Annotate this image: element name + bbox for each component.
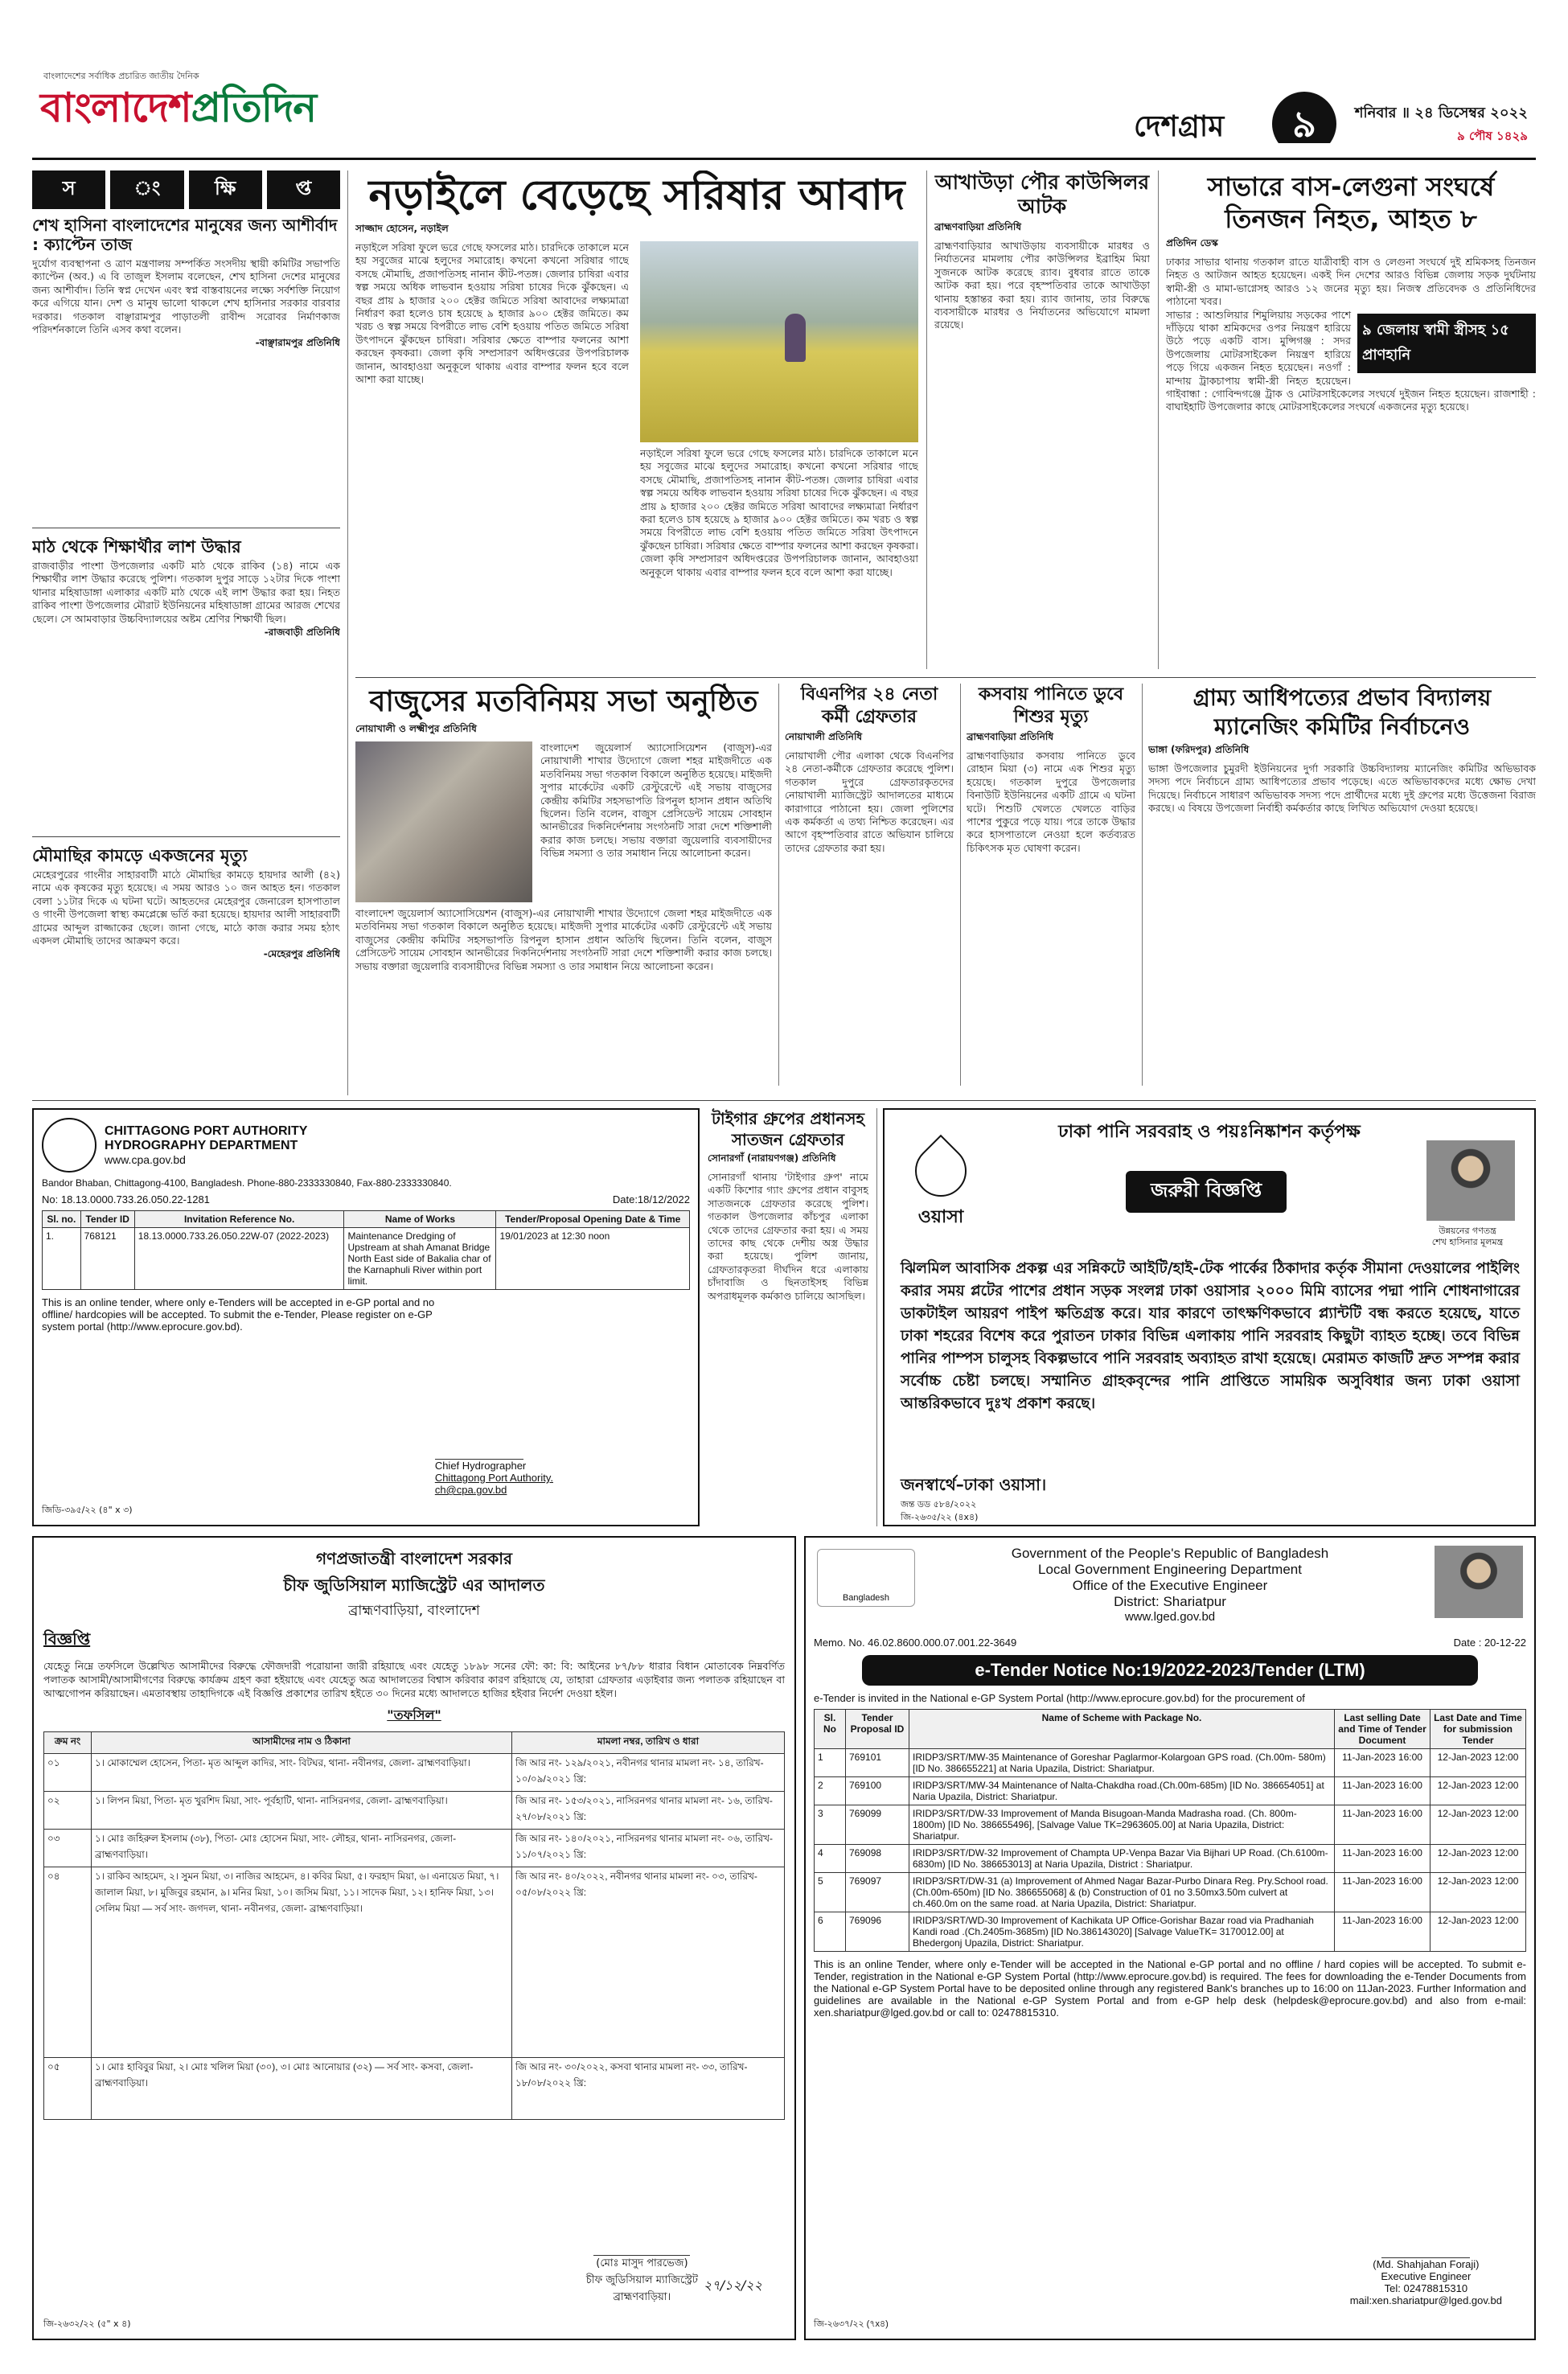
paper-name-part-2: প্রতিদিন [191,84,317,131]
table-row [815,1777,1526,1805]
councillor-story [934,170,1150,669]
td-serial: ০৫ [44,2058,92,2120]
sidebar-briefs [32,170,340,1095]
td-case: জি আর নং- ১৪০/২০২১, নাসিরনগর থানার মামলা নং- ০৬, তারিখ- ১১/০৭/২০২১ খ্রি: [512,1830,785,1867]
td-selling: 11-Jan-2023 16:00 [1335,1805,1430,1845]
td-sl: 1. [43,1228,81,1290]
wasa-footer: জনস্বার্থে–ঢাকা ওয়াসা। [901,1475,1047,1494]
td-case: জি আর নং- ১৫৩/২০২১, নাসিরনগর থানার মামলা নং- ১৬, তারিখ- ২৭/০৮/২০২১ খ্রি: [512,1792,785,1830]
lged-tender-table [814,1709,1526,1952]
th-submission: Last Date and Time for submission Tender [1430,1710,1526,1749]
briefs-letter: স [32,170,105,209]
lged-memo: Memo. No. 46.02.8600.000.07.001.22-3649 [814,1637,1017,1649]
cpa-web[interactable]: www.cpa.gov.bd [105,1153,186,1166]
bajus-body: বাংলাদেশ জুয়েলার্স অ্যাসোসিয়েশন (বাজুস)-এর নোয়াখালী শাখার উদ্যোগে জেলা শহর মাইজদীতে এক মতবিনিময় সভা গতকাল বিকালে অনুষ্ঠিত হয়েছে। মাইজদী সুপার মার্কেটের একটি রেস্টুরেন্টে এই সভায় বাজুসের কেন্দ্রীয় কমিটির সহসভাপতি রিপনুল হাসান প্রধান অতিথি ছিলেন। তিনি বলেন, বাজুস প্রেসিডেন্ট সায়েম সোবহান আনভীরের দিকনির্দেশনায় সংগঠনটি সারা দেশে শক্তিশালী করার কাজ চলছে। সভায় বক্তারা জুয়েলারি ব্যবসায়ীদের বিভিন্ন সমস্যা ও তার সমাধান নিয়ে আলোচনা করেন। [540,741,772,860]
lged-tender-ad [804,1536,1536,2340]
cpa-signer-org: Chittagong Port Authority. [434,1472,553,1484]
masthead [32,47,1536,143]
brief-credit: -রাজবাড়ী প্রতিনিধি [264,626,340,639]
td-opening: 19/01/2023 at 12:30 noon [496,1228,690,1290]
tiger-headline: টাইগার গ্রুপের প্রধানসহ সাতজন গ্রেফতার [712,1109,864,1149]
td-submission: 12-Jan-2023 12:00 [1430,1805,1526,1845]
table-row [815,1845,1526,1873]
councillor-headline: আখাউড়া পৌর কাউন্সিলর আটক [934,170,1150,218]
lged-line-2: Local Government Engineering Department [1038,1562,1302,1577]
jubilee-logo-text: Bangladesh [842,1593,890,1603]
td-works: Maintenance Dredging of Upstream at shah Amanat Bridge North East side of Bakalia char of the Karnaphuli River within port limit. [344,1228,496,1290]
savar-inset-box: ৯ জেলায় স্বামী স্ত্রীসহ ১৫ প্রাণহানি [1357,314,1536,373]
td-reference: 18.13.0000.733.26.050.22W-07 (2022-2023) [134,1228,344,1290]
kasba-headline: কসবায় পানিতে ডুবে শিশুর মৃত্যু [978,684,1124,727]
tiger-body: সোনারগাঁ থানায় 'টাইগার গ্রুপ' নামে একটি কিশোর গ্যাং গ্রুপের প্রধান বাবুসহ সাতজনকে গ্রেফতার করেছে পুলিশ। গতকাল উপজেলার কাঁচপুর এলাকা থেকে তাদের গ্রেফতার করা হয়। এ সময় তাদের কাছ থেকে দেশীয় অস্ত্র উদ্ধার করা হয়েছে। পুলিশ জানায়, গ্রেফতারকৃতরা দীর্ঘদিন ধরে এলাকায় চাঁদাবাজি ও ছিনতাইসহ বিভিন্ন অপরাধমূলক কর্মকাণ্ড চালিয়ে আসছিল। [708,1171,868,1302]
court-ad-code: জি-২৬৩২/২২ (৫" x ৪) [43,2319,131,2329]
td-proposal-id: 769099 [846,1805,909,1845]
date-line-bangla: ৯ পৌষ ১৪২৯ [1457,129,1528,143]
kasba-body: ব্রাহ্মণবাড়িয়ার কসবায় পানিতে ডুবে রোহান মিয়া (৩) নামে এক শিশুর মৃত্যু হয়েছে। গতকাল দুপুরে উপজেলার বিনাউটি ইউনিয়নের একটি গ্রামে এ ঘটনা ঘটে। শিশুটি খেলতে খেলতে বাড়ির পাশের পুকুরে পড়ে যায়। পরে তাকে উদ্ধার করে হাসপাতালে নেওয়া হলে কর্তব্যরত চিকিৎসক মৃত ঘোষণা করেন। [967,750,1135,854]
td-accused: ১। লিপন মিয়া, পিতা- মৃত খুরশিদ মিয়া, সাং- পূর্বহাটি, থানা- নাসিরনগর, জেলা- ব্রাহ্মণবাড়িয়া। [92,1792,512,1830]
cpa-tender-table [42,1210,690,1290]
water-drop-icon [905,1135,978,1208]
td-scheme: IRIDP3/SRT/DW-31 (a) Improvement of Ahmed Nagar Bazar-Purbo Dinara Reg. Pry.School road.(Ch.00m-650m) [ID No. 386655068] & (b) Construction of 01 no 3.50mx3.50m culvert at ch.460.0m on the same road. at Naria Upazila, District: Shariatpur. [909,1873,1335,1912]
td-serial: ০১ [44,1754,92,1792]
th-opening: Tender/Proposal Opening Date & Time [496,1211,690,1228]
lged-line-1: Government of the People's Republic of Bangladesh [1011,1546,1329,1561]
pm-portrait [1426,1140,1515,1221]
brief-title: শেখ হাসিনা বাংলাদেশের মানুষের জন্য আশীর্বাদ : ক্যাপ্টেন তাজ [32,216,338,254]
wasa-org-title: ঢাকা পানি সরবরাহ ও পয়ঃনিষ্কাশন কর্তৃপক্ষ [1058,1122,1361,1142]
brief-body: মেহেরপুরের গাংনীর সাহারবাটী মাঠে মৌমাছির কামড়ে হায়দার আলী (৪২) নামে এক কৃষকের মৃত্যু হয়েছে। এ সময় আরও ১০ জন আহত হন। গতকাল বেলা ১১টার দিকে এ ঘটনা ঘটে। আহতদের মেহেরপুর জেনারেল হাসপাতাল ও গাংনী উপজেলা স্বাস্থ্য কমপ্লেক্সে ভর্তি করা হয়েছে। হায়দার আলী সাহারবাটী গ্রামের আব্দুল রাজ্জাকের ছেলে। জানা গেছে, মাঠে কাজ করার সময় হঠাৎ একদল মৌমাছি তাদের আক্রমণ করে। [32,869,340,947]
th-works: Name of Works [344,1211,496,1228]
lged-web[interactable]: www.lged.gov.bd [1124,1610,1216,1624]
td-scheme: IRIDP3/SRT/DW-33 Improvement of Manda Bisugoan-Manda Madrasha road. (Ch. 800m- 1800m) [ID No. 386655496], [Salvage Value TK=2963605.00] at Naria Upazila, District: Shariatpur. [909,1805,1335,1845]
brief-title: মাঠ থেকে শিক্ষার্থীর লাশ উদ্ধার [32,537,241,557]
th-serial: ক্রম নং [44,1732,92,1754]
td-submission: 12-Jan-2023 12:00 [1430,1749,1526,1777]
savar-body-2: সাভার : আশুলিয়ার শিমুলিয়ায় সড়কের পাশে দাঁড়িয়ে থাকা শ্রমিকদের ওপর নিয়ন্ত্রণ হারিয়ে উঠে পড়ে একটি বাস। মুন্সিগঞ্জ : সদর উপজেলায় মোটরসাইকেল নিয়ন্ত্রণ হারিয়ে পড়ে গিয়ে একজন নিহত হয়েছেন। নওগাঁ : মান্দায় ট্রাকচাপায় স্বামী-স্ত্রী নিহত হয়েছেন। গাইবান্ধা : গোবিন্দগঞ্জে ট্রাক ও মোটরসাইকেলের সংঘর্ষে দুইজন নিহত হয়েছেন। রাজশাহী : বাঘাইহাটি উপজেলার কাছে মোটরসাইকেলের সংঘর্ষে একজনের মৃত্যু হয়েছে। [1166,308,1536,413]
lged-intro: e-Tender is invited in the National e-GP System Portal (http://www.eprocure.gov.bd) for the procurement of [814,1692,1305,1704]
table-header-row [815,1710,1526,1749]
td-sl: 5 [815,1873,846,1912]
td-selling: 11-Jan-2023 16:00 [1335,1873,1430,1912]
th-sl: Sl. no. [43,1211,81,1228]
kasba-drowning-story [967,684,1135,1086]
signature-scribble [435,1440,523,1460]
lged-date: Date : 20-12-22 [1453,1637,1526,1649]
td-serial: ০৩ [44,1830,92,1867]
td-proposal-id: 769101 [846,1749,909,1777]
date-line: শনিবার ॥ ২৪ ডিসেম্বর ২০২২ [1354,105,1528,121]
table-row [815,1912,1526,1952]
brief-item [32,216,340,529]
bnp-arrest-story [785,684,954,1086]
td-serial: ০২ [44,1792,92,1830]
td-case: জি আর নং- ৪০/২০২২, নবীনগর থানার মামলা নং- ০৩, তারিখ- ০৫/০৮/২০২২ খ্রি: [512,1867,785,2058]
court-signer-title: চীফ জুডিসিয়াল ম্যাজিস্ট্রেট [585,2274,698,2286]
tiger-byline: সোনারগাঁ (নারায়ণগঞ্জ) প্রতিনিধি [708,1152,836,1164]
th-case: মামলা নম্বর, তারিখ ও ধারা [512,1732,785,1754]
table-row [44,1754,785,1792]
td-submission: 12-Jan-2023 12:00 [1430,1777,1526,1805]
briefs-letter: ং [110,170,183,209]
th-reference: Invitation Reference No. [134,1211,344,1228]
th-accused: আসামীদের নাম ও ঠিকানা [92,1732,512,1754]
td-sl: 2 [815,1777,846,1805]
cpa-dept: HYDROGRAPHY DEPARTMENT [105,1139,298,1152]
tiger-group-story [708,1108,868,1526]
td-scheme: IRIDP3/SRT/MW-34 Maintenance of Nalta-Chakdha road.(Ch.00m-685m) [ID No. 386654051] at Naria Upazila, District: Shariatpur. [909,1777,1335,1805]
table-row [44,1830,785,1867]
table-header-row [44,1732,785,1754]
th-selling: Last selling Date and Time of Tender Document [1335,1710,1430,1749]
td-proposal-id: 769100 [846,1777,909,1805]
table-row [44,1867,785,2058]
td-submission: 12-Jan-2023 12:00 [1430,1845,1526,1873]
wasa-code-1: জন্ত ডড ৫৮৪/২০২২ [901,1499,977,1509]
th-sl: Sl. No [815,1710,846,1749]
court-sign-date: ২৭/১২/২২ [703,2277,762,2293]
brief-body: দুর্যোগ ব্যবস্থাপনা ও ত্রাণ মন্ত্রণালয় সম্পর্কিত সংসদীয় স্থায়ী কমিটির সভাপতি ক্যাপ্টেন (অব.) এ বি তাজুল ইসলাম বলেছেন, শেখ হাসিনা দেশের মানুষের জন্য আশীর্বাদ। তিনি স্বপ্ন দেখেন এবং স্বপ্ন বাস্তবায়নের লক্ষ্যে সর্বশক্তি নিয়োগ করে এগিয়ে যান। দেশ ও মানুষ ভালো থাকলে শেখ হাসিনার সরকার বারবার দরকার। গতকাল বাঞ্ছারামপুর পাড়াতলী রাবীন্দ সরোবর নির্মাণকাজ পরিদর্শনকালে তিনি এসব কথা বলেন। [32,257,340,336]
th-tender-id: Tender ID [80,1211,134,1228]
bajus-body-cont: বাংলাদেশ জুয়েলার্স অ্যাসোসিয়েশন (বাজুস)-এর নোয়াখালী শাখার উদ্যোগে জেলা শহর মাইজদীতে এক মতবিনিময় সভা গতকাল বিকালে অনুষ্ঠিত হয়েছে। মাইজদী সুপার মার্কেটের একটি রেস্টুরেন্টে এই সভায় বাজুসের কেন্দ্রীয় কমিটির সহসভাপতি রিপনুল হাসান প্রধান অতিথি ছিলেন। তিনি বলেন, বাজুস প্রেসিডেন্ট সায়েম সোবহান আনভীরের দিকনির্দেশনায় সংগঠনটি সারা দেশে শক্তিশালী করার কাজ চলছে। সভায় বক্তারা জুয়েলারি ব্যবসায়ীদের বিভিন্ন সমস্যা ও তার সমাধান নিয়ে আলোচনা করেন। [355,907,772,972]
td-serial: ০৪ [44,1867,92,2058]
td-accused: ১। মোঃ হাবিবুর মিয়া, ২। মোঃ খলিল মিয়া (৩০), ৩। মোঃ আনোয়ার (৩২) — সর্ব সাং- কসবা, জেলা- ব্রাহ্মণবাড়িয়া। [92,2058,512,2120]
councillor-byline: ব্রাহ্মণবাড়িয়া প্রতিনিধি [934,221,1022,232]
td-submission: 12-Jan-2023 12:00 [1430,1873,1526,1912]
table-row [43,1228,690,1290]
wasa-logo [901,1142,981,1230]
cpa-date: Date:18/12/2022 [612,1193,690,1205]
page-number-circle [1272,92,1336,143]
pm-portrait [1435,1546,1523,1618]
td-case: জি আর নং- ৩০/২০২২, কসবা থানার মামলা নং- ৩৩, তারিখ- ১৮/০৮/২০২২ খ্রি: [512,2058,785,2120]
cpa-org: CHITTAGONG PORT AUTHORITY [105,1124,308,1138]
paper-logo [40,84,316,132]
cpa-memo: No: 18.13.0000.733.26.050.22-1281 [42,1193,210,1205]
td-proposal-id: 769097 [846,1873,909,1912]
cpa-note: This is an online tender, where only e-Tenders will be accepted in e-GP portal and no offline/ hardcopies will be accepted. To submit the e-Tender, Please register on e-GP system portal (http://www.eprocure.gov.bd). [42,1296,435,1333]
lead-headline: নড়াইলে বেড়েছে সরিষার আবাদ [368,171,905,220]
briefs-letter: প্ত [267,170,340,209]
table-row [815,1873,1526,1912]
td-selling: 11-Jan-2023 16:00 [1335,1912,1430,1952]
court-tafsil: "তফসিল" [387,1707,441,1723]
td-sl: 4 [815,1845,846,1873]
briefs-letter: ক্ষি [189,170,262,209]
court-warrant-ad [32,1536,796,2340]
court-intro: যেহেতু নিম্নে তফসিলে উল্লেখিত আসামীদের বিরুদ্ধে ফৌজদারী পরোয়ানা জারী রহিয়াছে এবং যেহেতু ১৮৯৮ সনের ফৌ: কা: বি: আইনের ৮৭/৮৮ ধারার বিধান মোতাবেক নিম্নবর্ণিত পলাতক আসামী/আসামীগণের বিরুদ্ধে কার্যক্রম গ্রহণ করা হইয়াছে এবং যেহেতু অত্র আদালতের বিশ্বাস করিবার কারণ রহিয়াছে যে, তাহারা গ্রেফতার এড়াইবার জন্য পলাতক রহিয়াছেন বা আত্মগোপন করিয়াছেন। এমতাবস্থায় তাহাদিগকে এই বিজ্ঞপ্তি প্রকাশের তারিখ হইতে ৩০ দিনের মধ্যে আদালতে হাজির হইবার নির্দেশ দেওয়া হইল। [43,1660,785,1699]
th-proposal-id: Tender Proposal ID [846,1710,909,1749]
bajus-headline: বাজুসের মতবিনিময় সভা অনুষ্ঠিত [369,685,758,718]
td-sl: 3 [815,1805,846,1845]
table-row [815,1749,1526,1777]
mustard-field-photo [640,241,918,442]
td-selling: 11-Jan-2023 16:00 [1335,1845,1430,1873]
lead-story [355,170,918,669]
lged-notice-banner: e-Tender Notice No:19/2022-2023/Tender (LTM) [862,1655,1478,1686]
td-accused: ১। মোকাম্মেল হোসেন, পিতা- মৃত আব্দুল কাদির, সাং- বিটঘর, থানা- নবীনগর, জেলা- ব্রাহ্মণবাড়িয়া। [92,1754,512,1792]
school-committee-story [1148,684,1536,1086]
savar-byline: প্রতিদিন ডেস্ক [1166,237,1218,248]
wasa-code-2: জি-২৬৩৫/২২ (৪x৪) [901,1512,979,1522]
td-scheme: IRIDP3/SRT/MW-35 Maintenance of Goreshar Paglarmor-Kolargoan GPS road. (Ch.00m- 580m) [ID No. 386655221] at Naria Upazila, District: Shariatpur. [909,1749,1335,1777]
pm-caption-2: শেখ হাসিনার মূলমন্ত্র [1431,1237,1504,1247]
brief-credit: -বাঞ্ছারামপুর প্রতিনিধি [255,337,340,349]
bajus-meeting-photo [355,741,532,902]
brief-body: রাজবাড়ীর পাংশা উপজেলার একটি মাঠ থেকে রাকিব (১৪) নামে এক শিক্ষার্থীর লাশ উদ্ধার করেছে পুলিশ। গতকাল দুপুর সাড়ে ১২টার দিকে পাংশা থানার মহিষাডাঙ্গা এলাকার একটি মাঠ থেকে এই লাশ উদ্ধার করা হয়। নিহত রাকিব পাংশা উপজেলার মৌরাট ইউনিয়নের মহিষাডাঙ্গা গ্রামের আরজ শেখের ছেলে। সে আমবাড়ার উচ্চবিদ্যালয়ের অষ্টম শ্রেণির শিক্ষার্থী ছিল। [32,560,340,625]
td-proposal-id: 769098 [846,1845,909,1873]
signature-scribble [1381,2238,1470,2258]
cpa-ad-code: জিডি-৩৯৫/২২ (৪" x ৩) [42,1505,133,1515]
paper-name-part-1: বাংলাদেশ [40,84,191,131]
court-title: বিজ্ঞপ্তি [43,1629,91,1649]
lged-note: This is an online Tender, where only e-Tender will be accepted in the National e-GP portal and no offline / hard copies will be accepted. To submit e-Tender, registration in the National e-GP System Portal (http://www.eprocure.gov.bd) is required. The fees for downloading the e-Tender Documents from the National e-GP System Portal have to be deposited online through any registered Bank's branches up to 16:00 on 11Jan-2023. Further Information and guidelines are available in the National e-GP System Portal and from e-GP help desk (helpdesk@eprocure.gov.bd) and also from e-mail: xen.shariatpur@lged.gov.bd or call to: 02478815310. [814,1958,1526,2019]
table-row [44,2058,785,2120]
td-case: জি আর নং- ১২৯/২০২১, নবীনগর থানার মামলা নং- ১৪, তারিখ- ১০/০৯/২০২১ খ্রি: [512,1754,785,1792]
bajus-byline: নোয়াখালী ও লক্ষ্মীপুর প্রতিনিধি [355,723,477,734]
court-signer-place: ব্রাহ্মণবাড়িয়া। [613,2291,671,2303]
bnp-headline: বিএনপির ২৪ নেতা কর্মী গ্রেফতার [800,684,938,727]
cpa-address: Bandor Bhaban, Chittagong-4100, Bangladesh. Phone-880-2333330840, Fax-880-2333330840. [42,1177,452,1189]
field-figure [785,314,806,362]
lead-body-col-1: নড়াইলে সরিষা ফুলে ভরে গেছে ফসলের মাঠ। চারদিকে তাকালে মনে হয় সবুজের মাঝে হলুদের সমারোহ। কখনো কখনো সরিষার গাছে বসছে মৌমাছি, প্রজাপতিসহ নানান কীট-পতঙ্গ। জেলার চাষিরা এবার স্বল্প সময়ে অধিক লাভবান হওয়ায় সরিষা চাষের দিকে ঝুঁকছেন। এ বছর প্রায় ৯ হাজার ২০০ হেক্টর জমিতে সরিষা আবাদের লক্ষ্যমাত্রা নির্ধারণ করা হলেও চাষ হয়েছে ৯ হাজার ৯০০ হেক্টর জমিতে। কম খরচ ও স্বল্প সময়ে বিপরীতে লাভ বেশি হওয়ায় পতিত জমিতে সরিষা উৎপাদনে ঝুঁকছেন চাষিরা। সরিষার ক্ষেতে বাম্পার ফলনের আশা করছেন কৃষকরা। জেলা কৃষি সম্প্রসারণ অধিদপ্তরের উপপরিচালক জানান, আবহাওয়া অনুকূলে থাকায় এবার বাম্পার ফলন হবে বলে আশা করা যাচ্ছে। [355,241,629,386]
brief-credit: -মেহেরপুর প্রতিনিধি [263,948,340,960]
brief-item [32,537,340,827]
wasa-body: ঝিলমিল আবাসিক প্রকল্প এর সন্নিকটে আইটি/হাই-টেক পার্কের ঠিকাদার কর্তৃক সীমানা দেওয়ালের পাইলিং করার সময় প্লটের পাশের প্রধান সড়ক সংলগ্ন ঢাকা ওয়াসার ২০০০ মিমি ব্যাসের পদ্মা পানি শোধনাগারের ডাকটাইল আয়রণ পাইপ ক্ষতিগ্রস্ত করে। যার কারণে তাৎক্ষণিকভাবে প্ল্যান্টটি বন্ধ করতে হয়েছে, যাতে ঢাকা শহরের বিশেষ করে পুরাতন ঢাকার বিভিন্ন এলাকায় পানি সরবরাহ কিছুটা ব্যাহত হচ্ছে। তবে বিভিন্ন পানির পাম্পস চালুসহ বিকল্পভাবে পানি সরবরাহ অব্যাহত রাখা হয়েছে। মেরামত কাজটি দ্রুত সম্পন্ন করার সর্বোচ্চ চেষ্টা চলছে। সম্মানিত গ্রাহকবৃন্দের পানি প্রাপ্তিতে সাময়িক অসুবিধার জন্য ঢাকা ওয়াসা আন্তরিকভাবে দুঃখ প্রকাশ করছে। [901,1260,1520,1412]
kasba-byline: ব্রাহ্মণবাড়িয়া প্রতিনিধি [967,731,1054,742]
school-body: ভাঙ্গা উপজেলার চুমুরদী ইউনিয়নের দুর্গা সরকারি উচ্চবিদ্যালয় ম্যানেজিং কমিটির অভিভাবক সদস্য পদে নির্বাচনে গ্রাম্য আধিপত্যের প্রভাব পড়েছে। এতে অভিভাবকদের মধ্যে ক্ষোভ দেখা দিয়েছে। নির্বাচনে সাধারণ অভিভাবক সদস্য পদে প্রার্থীদের মধ্যে দুই গ্রুপের মধ্যে উত্তেজনা বিরাজ করছে। এ বিষয়ে উপজেলা নির্বাহী কর্মকর্তার কাছে লিখিত অভিযোগ দেওয়া হয়েছে। [1148,762,1536,815]
lged-line-4: District: Shariatpur [1114,1594,1226,1609]
td-selling: 11-Jan-2023 16:00 [1335,1749,1430,1777]
lged-line-3: Office of the Executive Engineer [1072,1578,1268,1593]
cpa-signer-email[interactable]: ch@cpa.gov.bd [434,1484,507,1496]
table-header-row [43,1211,690,1228]
court-signer-name: (মোঃ মাসুদ পারভেজ) [596,2257,688,2269]
bnp-byline: নোয়াখালী প্রতিনিধি [785,731,863,742]
table-row [815,1805,1526,1845]
brief-item [32,846,340,1091]
pm-caption-1: উন্নয়নের গণতন্ত্র [1439,1226,1496,1236]
lged-signer-title: Executive Engineer [1381,2270,1472,2282]
cpa-signer-title: Chief Hydrographer [434,1460,527,1472]
td-tender-id: 768121 [80,1228,134,1290]
brief-title: মৌমাছির কামড়ে একজনের মৃত্যু [32,846,248,865]
court-accused-table [43,1731,785,2120]
cpa-logo-icon [42,1118,96,1173]
cpa-tender-ad [32,1108,700,1526]
lged-ad-code: জি-২৬৩৭/২২ (৭x৪) [814,2319,889,2329]
tagline: বাংলাদেশের সর্বাধিক প্রচারিত জাতীয় দৈনিক [43,71,199,81]
councillor-body: ব্রাহ্মণবাড়িয়ার আখাউড়ায় ব্যবসায়ীকে মারধর ও নির্যাতনের মামলায় পৌর কাউন্সিলর ইব্রাহিম মিয়া সুজনকে আটক করেছে র‌্যাব। বুধবার রাতে তাকে আটক করা হয়। পরে বৃহস্পতিবার তাকে আখাউড়া থানায় হস্তান্তর করা হয়। র‌্যাব জানায়, তার বিরুদ্ধে ব্যবসায়ীকে মারধর ও নির্যাতনের অভিযোগে মামলা রয়েছে। [934,240,1150,331]
briefs-title-box [32,170,340,209]
bajus-story [355,684,772,1086]
table-row [44,1792,785,1830]
wasa-logo-text: ওয়াসা [917,1207,964,1227]
td-scheme: IRIDP3/SRT/DW-32 Improvement of Champta UP-Venpa Bazar Via Bijhari UP Road. (Ch.6100m-6830m) [ID No. 386653013] at Naria Upazila, District : Shariatpur. [909,1845,1335,1873]
td-submission: 12-Jan-2023 12:00 [1430,1912,1526,1952]
lead-body-col-2: নড়াইলে সরিষা ফুলে ভরে গেছে ফসলের মাঠ। চারদিকে তাকালে মনে হয় সবুজের মাঝে হলুদের সমারোহ। কখনো কখনো সরিষার গাছে বসছে মৌমাছি, প্রজাপতিসহ নানান কীট-পতঙ্গ। জেলার চাষিরা এবার স্বল্প সময়ে অধিক লাভবান হওয়ায় সরিষা চাষের দিকে ঝুঁকছেন। এ বছর প্রায় ৯ হাজার ২০০ হেক্টর জমিতে সরিষা আবাদের লক্ষ্যমাত্রা নির্ধারণ করা হলেও চাষ হয়েছে ৯ হাজার ৯০০ হেক্টর জমিতে। কম খরচ ও স্বল্প সময়ে বিপরীতে লাভ বেশি হওয়ায় পতিত জমিতে সরিষা উৎপাদনে ঝুঁকছেন চাষিরা। সরিষার ক্ষেতে বাম্পার ফলনের আশা করছেন কৃষকরা। জেলা কৃষি সম্প্রসারণ অধিদপ্তরের উপপরিচালক জানান, আবহাওয়া অনুকূলে থাকায় এবার বাম্পার ফলন হবে বলে আশা করা যাচ্ছে। [640,447,918,578]
lged-signer-phone: Tel: 02478815310 [1384,2282,1468,2294]
bnp-body: নোয়াখালী পৌর এলাকা থেকে বিএনপির ২৪ নেতা-কর্মীকে গ্রেফতার করেছে পুলিশ। গতকাল দুপুরে গ্রেফতারকৃতদের নোয়াখালী ম্যাজিস্ট্রেট আদালতের মাধ্যমে কারাগারে পাঠানো হয়। জেলা পুলিশের এক কর্মকর্তা এ তথ্য নিশ্চিত করেছেন। এর আগে বৃহস্পতিবার রাতে অভিযান চালিয়ে তাদের গ্রেফতার করা হয়। [785,750,954,854]
court-line-3: ব্রাহ্মণবাড়িয়া, বাংলাদেশ [348,1603,480,1619]
lged-signer-email[interactable]: mail:xen.shariatpur@lged.gov.bd [1349,2294,1502,2306]
td-proposal-id: 769096 [846,1912,909,1952]
court-line-2: চীফ জুডিসিয়াল ম্যাজিস্ট্রেট এর আদালত [283,1575,545,1595]
savar-body: ঢাকার সাভার থানায় গতকাল রাতে যাত্রীবাহী বাস ও লেগুনা সংঘর্ষে দুই শ্রমিকসহ তিনজন নিহত ও আটজন আহত হয়েছেন। একই দিন দেশের আরও বিভিন্ন জেলায় সড়ক দুর্ঘটনায় স্বামী-স্ত্রী ও মামা-ভাগ্নেসহ আরও ১২ জনের মৃত্যু হয়। নিজস্ব প্রতিবেদক ও প্রতিনিধিদের পাঠানো খবর। [1166,256,1536,308]
jubilee-logo [817,1549,915,1607]
th-scheme: Name of Scheme with Package No. [909,1710,1335,1749]
signature-scribble [593,2234,690,2256]
school-byline: ভাঙ্গা (ফরিদপুর) প্রতিনিধি [1148,744,1250,755]
school-headline: গ্রাম্য আধিপত্যের প্রভাব বিদ্যালয় ম্যানেজিং কমিটির নির্বাচনেও [1192,684,1492,740]
td-accused: ১। মোঃ জহিরুল ইসলাম (৩৮), পিতা- মোঃ হোসেন মিয়া, সাং- লৌহর, থানা- নাসিরনগর, জেলা- ব্রাহ্মণবাড়িয়া। [92,1830,512,1867]
savar-accident-story [1166,170,1536,669]
court-line-1: গণপ্রজাতন্ত্রী বাংলাদেশ সরকার [316,1549,512,1568]
wasa-notice-ad [883,1108,1536,1526]
lged-signer-name: (Md. Shahjahan Foraji) [1373,2258,1480,2270]
td-selling: 11-Jan-2023 16:00 [1335,1777,1430,1805]
td-sl: 1 [815,1749,846,1777]
section-name: দেশগ্রাম [1134,110,1225,143]
wasa-notice-banner: জরুরী বিজ্ঞপ্তি [1126,1171,1287,1213]
page-number: ৯ [1292,102,1316,143]
savar-headline: সাভারে বাস-লেগুনা সংঘর্ষে তিনজন নিহত, আহত ৮ [1207,171,1495,234]
td-sl: 6 [815,1912,846,1952]
td-accused: ১। রাকিব আহমেদ, ২। সুমন মিয়া, ৩। নাজির আহমেদ, ৪। কবির মিয়া, ৫। ফরহাদ মিয়া, ৬। এনায়েত মিয়া, ৭। জালাল মিয়া, ৮। মুজিবুর রহমান, ৯। মনির মিয়া, ১০। জসিম মিয়া, ১১। সাদেক মিয়া, ১২। হানিফ মিয়া, ১৩। সেলিম মিয়া — সর্ব সাং- জগদল, থানা- নবীনগর, জেলা- ব্রাহ্মণবাড়িয়া। [92,1867,512,2058]
td-scheme: IRIDP3/SRT/WD-30 Improvement of Kachikata UP Office-Gorishar Bazar road via Pradhaniah Kandi road .(Ch.2405m-3685m) [ID No.386143020] [Salvage ValueTK= 3170012.00] at Bhedergonj Upazila, District: Shariatpur. [909,1912,1335,1952]
lead-byline: সাজ্জাদ হোসেন, নড়াইল [355,223,449,234]
